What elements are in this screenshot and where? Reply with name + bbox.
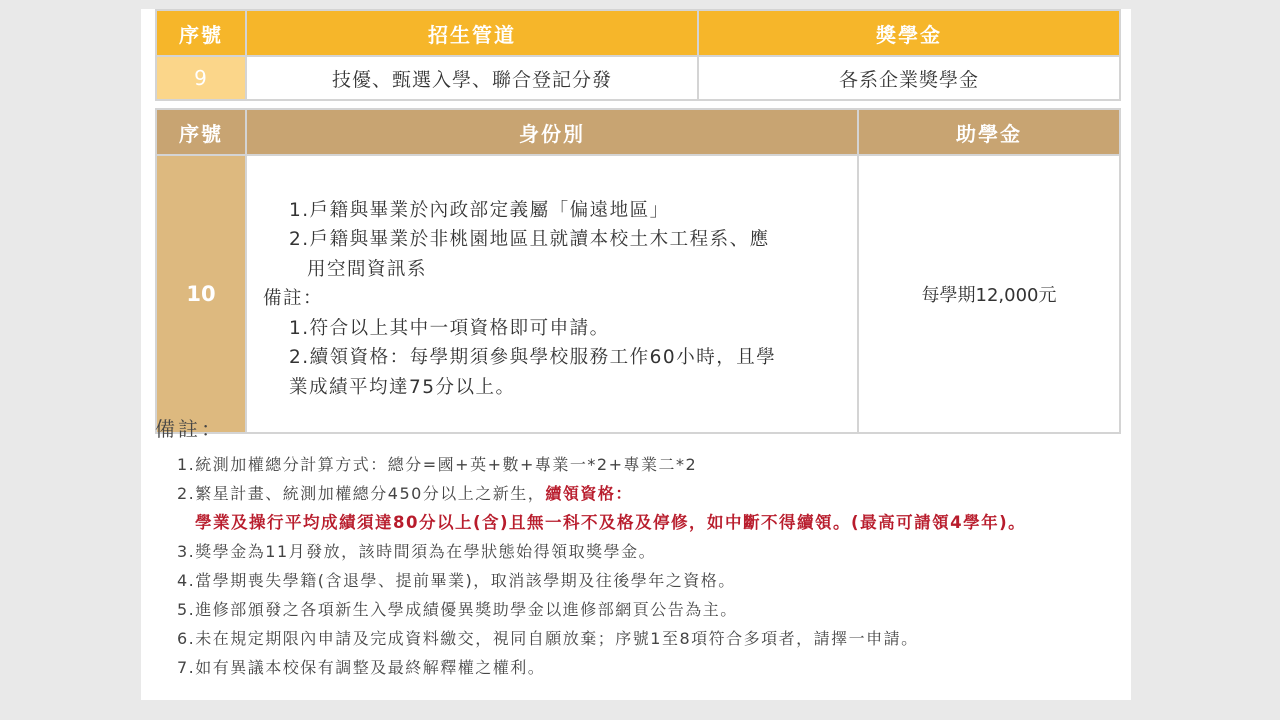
note-5: 5.進修部頒發之各項新生入學成績優異獎助學金以進修部網頁公告為主。: [177, 600, 738, 619]
row-serial: 10: [156, 155, 246, 433]
note-7: 7.如有異議本校保有調整及最終解釋權之權利。: [177, 658, 546, 677]
note-3: 3.獎學金為11月發放，該時間須為在學狀態始得領取獎學金。: [177, 542, 657, 561]
identity-line-3: 1.符合以上其中一項資格即可申請。: [289, 317, 610, 339]
header-grant: 助學金: [858, 109, 1120, 155]
scholarship-table: [155, 9, 1121, 101]
table-header-row: [156, 109, 1120, 155]
table-row: [156, 56, 1120, 100]
row-identity: [246, 155, 858, 433]
row-channel: 技優、甄選入學、聯合登記分發: [246, 56, 698, 100]
header-scholarship: 獎學金: [698, 10, 1120, 56]
header-serial: 序號: [156, 109, 246, 155]
table-row: [156, 155, 1120, 433]
header-channel: 招生管道: [246, 10, 698, 56]
table-header-row: [156, 10, 1120, 56]
identity-remark-label: 備註：: [263, 288, 324, 310]
note-2: [155, 479, 1125, 508]
identity-line-1: 1.戶籍與畢業於內政部定義屬「偏遠地區」: [289, 199, 670, 221]
notes-title: 備註：: [155, 417, 224, 441]
identity-line-2: 2.戶籍與畢業於非桃園地區且就讀本校土木工程系、應: [289, 229, 770, 251]
note-2-text: 2.繁星計畫、統測加權總分450分以上之新生，: [177, 484, 546, 503]
identity-line-2-cont: 用空間資訊系: [307, 258, 428, 280]
row-grant-amount: 每學期12,000元: [858, 155, 1120, 433]
header-serial: 序號: [156, 10, 246, 56]
note-4: 4.當學期喪失學籍(含退學、提前畢業)，取消該學期及往後學年之資格。: [177, 571, 736, 590]
identity-line-4: 2.續領資格：每學期須參與學校服務工作60小時，且學: [289, 347, 777, 369]
grant-table: [155, 108, 1121, 434]
note-6: 6.未在規定期限內申請及完成資料繳交，視同自願放棄；序號1至8項符合多項者，請擇一申請。: [177, 629, 919, 648]
row-serial: 9: [156, 56, 246, 100]
note-1: 1.統測加權總分計算方式：總分=國+英+數+專業一*2+專業二*2: [177, 455, 698, 474]
note-2-red: 續領資格：: [545, 484, 633, 503]
content-panel: [141, 9, 1131, 700]
notes-section: [155, 413, 1125, 682]
row-scholarship: 各系企業獎學金: [698, 56, 1120, 100]
identity-line-4-cont: 業成績平均達75分以上。: [289, 376, 516, 398]
note-2-red-line: 學業及操行平均成績須達80分以上(含)且無一科不及格及停修，如中斷不得續領。(最高可請領4學年)。: [195, 513, 1027, 532]
header-identity: 身份別: [246, 109, 858, 155]
